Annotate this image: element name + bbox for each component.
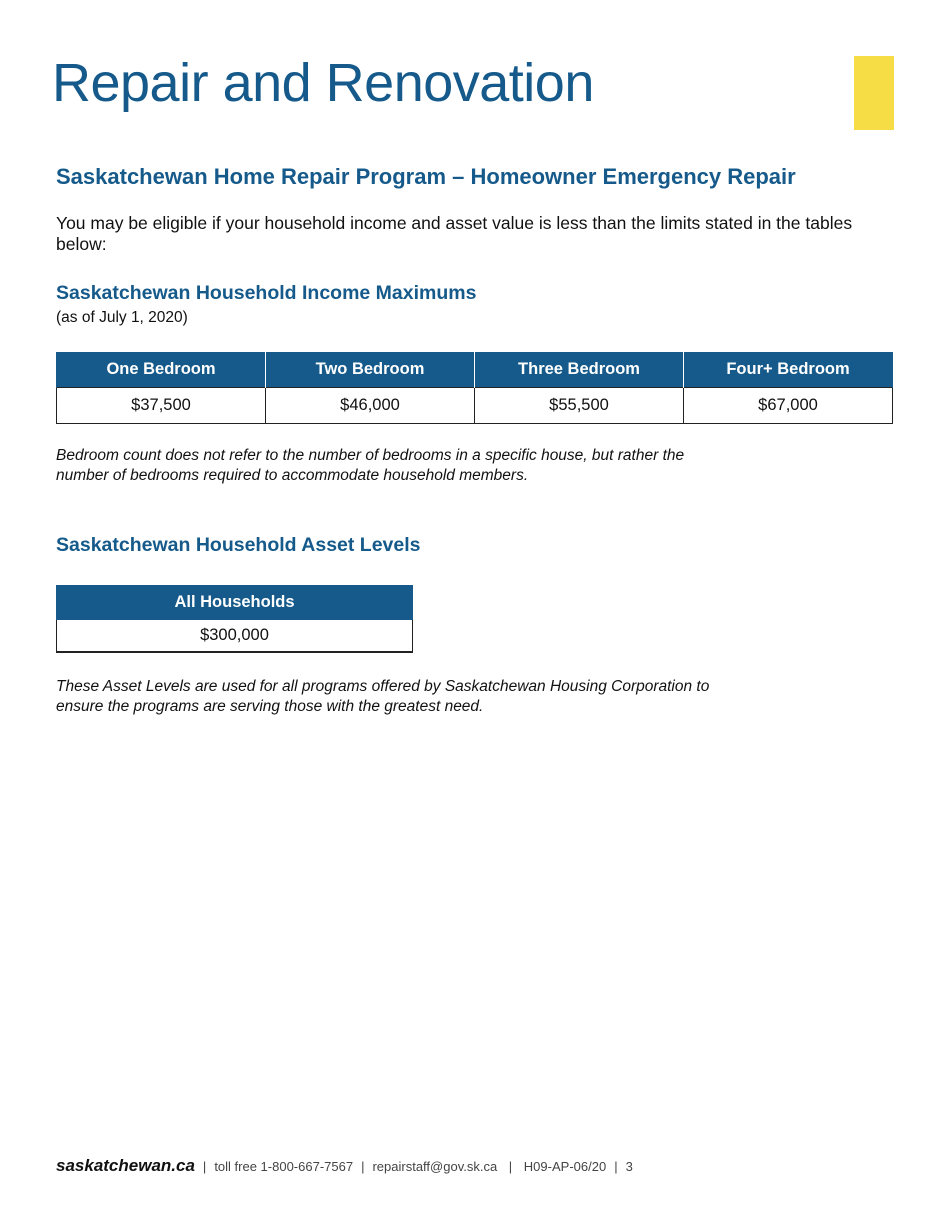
asset-levels-heading: Saskatchewan Household Asset Levels <box>56 534 421 556</box>
income-value-four-plus-bedroom: $67,000 <box>684 388 893 424</box>
footer-phone: toll free 1-800-667-7567 <box>214 1159 354 1174</box>
column-header-four-plus-bedroom: Four+ Bedroom <box>684 352 893 388</box>
footer-page-number: 3 <box>625 1159 633 1174</box>
income-value-one-bedroom: $37,500 <box>57 388 266 424</box>
intro-paragraph: You may be eligible if your household income and asset value is less than the limits stated in the tables below: <box>56 213 853 254</box>
footer-separator: | <box>361 1159 365 1174</box>
income-maximums-table <box>56 352 893 424</box>
page-footer <box>56 1156 633 1176</box>
asset-value-all-households: $300,000 <box>57 620 413 653</box>
footer-email-link[interactable]: repairstaff@gov.sk.ca <box>372 1159 498 1174</box>
income-value-two-bedroom: $46,000 <box>266 388 475 424</box>
footer-website-link[interactable]: saskatchewan.ca <box>56 1156 195 1175</box>
asset-levels-note: These Asset Levels are used for all programs offered by Saskatchewan Housing Corporation to ensure the programs are serving those with the greatest need. <box>56 678 710 716</box>
corner-accent-bar <box>854 56 894 130</box>
income-maximums-heading: Saskatchewan Household Income Maximums <box>56 282 477 304</box>
column-header-three-bedroom: Three Bedroom <box>475 352 684 388</box>
footer-separator: | <box>202 1159 207 1174</box>
footer-document-code: H09-AP-06/20 <box>523 1159 607 1174</box>
as-of-date: (as of July 1, 2020) <box>56 309 188 326</box>
column-header-two-bedroom: Two Bedroom <box>266 352 475 388</box>
asset-levels-table <box>56 585 413 653</box>
program-heading: Saskatchewan Home Repair Program – Homeowner Emergency Repair <box>56 164 796 189</box>
table-header-row <box>57 586 413 620</box>
table-row <box>57 388 893 424</box>
column-header-one-bedroom: One Bedroom <box>57 352 266 388</box>
bedroom-count-note: Bedroom count does not refer to the number of bedrooms in a specific house, but rather the number of bedrooms required to accommodate household members. <box>56 447 685 485</box>
income-value-three-bedroom: $55,500 <box>475 388 684 424</box>
column-header-all-households: All Households <box>57 586 413 620</box>
table-row <box>57 620 413 653</box>
page-title: Repair and Renovation <box>52 53 594 113</box>
footer-separator: | <box>614 1159 618 1174</box>
table-header-row <box>57 352 893 388</box>
footer-separator: | <box>505 1159 516 1174</box>
